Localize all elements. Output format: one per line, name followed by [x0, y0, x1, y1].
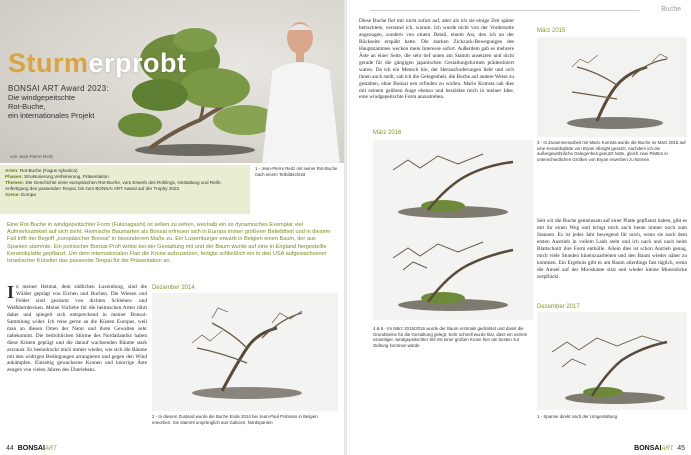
caption-maerz-2015: 3 - In Zusammenarbeit mit Mario Komsta wurde die Buche im März 2015 auf eine Keramikplatte von Bryan Albright gesetzt, nachdem ich die außergewöhnliche Gelegenheit genutzt hatte, gleich zwei Platten in unterschiedlichen Größen von Bryan erwerben zu können — [537, 140, 686, 162]
photo-december-2017 — [537, 312, 687, 410]
body-text-right-top: Diese Buche fiel mir nicht sofort auf, aber als ich sie einige Zeit später betrachtete, verstand ich, warum. Ich wurde nicht von der Vorderseite angezogen, sondern von einem Detail, einem Ast, den ich an der Rückseite erspäht hatte. Die starken Zickzack-Bewegungen des Hauptstammes wecken mein Interesse sofort. Außerdem gab es mehrere Äste an einer Seite, die sehr tief unten am Stamm ansetzten und nicht gerade für die gängigen japanischen Gestaltungsformen prädestiniert waren. Da ich ein Mensch bin, der Herausforderungen liebt und sich ihnen auch stellt, sah ich die Gelegenheit, die Buche auf andere Weise zu gestalten, ohne Bonsai neu erfinden zu wollen. Mario Komsta sah dies mit seinem geübten Auge ebenso und bestärkte mich in meiner Idee, eine windgepeitschte Form anzustreben. — [359, 18, 514, 101]
photo-maerz-2016 — [373, 140, 533, 320]
author-byline: von Jean-Pierre Reitz — [10, 154, 54, 159]
label-maerz-2016: März 2016 — [373, 130, 402, 136]
photo-maerz-2015 — [537, 37, 687, 137]
label-december-2014: Dezember 2014 — [152, 285, 195, 291]
caption-maerz-2016: 4 & 5 - Im März 2015/2016 wurde der Baum erstmals gedrahtet und damit die Grundsteine für die Gestaltung gelegt. Sehr schnell wurde klar, dass ein extrem einseitiger, windgepeitschter Stil mit einer großen Krone hier am besten zur Geltung kommen würde — [373, 326, 528, 348]
info-box: Arten: Rot-Buche (Fagus sylvatica) Phasen: Strukturierung,Verfeinerung, Präsentation Themen: Die Geschichte einer europäischen Rot-Buche, vom Erwerb des Rohlings, Gestaltung und Reife, Anfertigung des passenden Tenpai, bis zum BONSAI ART Award auf der Trophy 2023 Szene: Europa — [0, 165, 250, 214]
left-page — [0, 0, 345, 455]
section-rule — [370, 10, 639, 11]
body-text-left: In meiner Heimat, dem südlichen Luxemburg, sind die Wälder geprägt von Eichen und Buchen. Die Wiesen und Felder sind gesäumt von dichten Schlehen- und Weißdornhecken. Meine Vorliebe für die heimischen Arten rührt daher und spiegelt sich entsprechend in meiner Bonsai-Sammlung wider. Ich reise gerne an die Küsten Europas, weil man an diesen Orten der Natur und ihren Gewalten sehr nahekommt. Die bedrohlichen Stürme des Nordatlantiks haben diese Küsten geprägt und die darauf wachsenden Bäume stark zerzaust. Es beeindruckt mich immer wieder, wie sich die Bäume mit den widrigen Bedingungen arrangieren und gegen den Wind ankämpfen. Einseitig gewachsene Kronen und knorrige Äste zeugen von vielen Jahren des Überlebens. — [7, 282, 147, 374]
caption-december-2014: 2 - In diesem Zustand wurde die Buche Ende 2014 bei Jean-Paul Polmans in Belgien erworben. Sie stammt ursprünglich aus Galicien, Nordspanien — [152, 414, 318, 425]
label-maerz-2015: März 2015 — [537, 28, 566, 34]
footer-right: BONSAIART 45 — [634, 445, 685, 452]
photo-december-2014 — [152, 293, 338, 411]
intro-paragraph: Eine Rot-Buche in windgepeitschter Form (Fukinagashi) ist selten zu sehen, weshalb ein so dynamisches Exemplar viel Aufmerksamkeit auf sich zieht. Heimische Baumarten als Bonsai erfreuen sich in Europa immer größerer Beliebtheit und in diesem Fall trifft der Begriff „europäischer Bonsai“ in besonderem Maße zu. Ein Luxemburger erwarb in Belgien einen Baum, der aus Spanien stammte. Ein polnischer Bonsai-Profi wirkte bei der Gestaltung mit und der Baum wurde auf eine in England hergestellte Keramikplatte gepflanzt. Um dem internationalen Flair die Krone aufzusetzen, fertigte schließlich ein in den USA aufgewachsener israelischer Künstler das passende Tenpai für die Präsentation an. — [7, 222, 331, 265]
caption-spanne: 1 - Spanne direkt nach der Umgestaltung — [537, 414, 618, 419]
article-title: Sturmerprobt — [8, 48, 187, 78]
footer-left: 44 BONSAIART — [6, 445, 57, 452]
hero-illustration — [0, 0, 345, 163]
label-december-2017: Dezember 2017 — [537, 304, 580, 310]
body-text-right-bottom: Seit wir die Buche gemeinsam auf einer Platte gepflanzt haben, gibt es mit ihr einen Weg und bringt mich auch heute immer noch zum Staunen. Es ist jedes Jahr bewegend für mich, wenn sie nach dem ersten Austrieb in vollem Laub steht und ich nach und nach beim Blattschnitt ihre Form enthülle. Allein dies ist schon Antrieb genug, mich viele Stunden hineinzuarbeiten und den Baum wieder näher zu kommen. Ein Ergebnis gibt es am Baum allerdings fast täglich, wenn die Amsel auf der Mooskante sitzt und wieder kleine Moosstücke zerpflückt. — [537, 218, 687, 280]
article-subtitle: BONSAI ART Award 2023: Die windgepeitschte Rot-Buche, ein internationales Projekt — [8, 84, 109, 120]
hero-banner — [0, 0, 345, 163]
drop-cap: I — [7, 282, 15, 302]
section-tag: Buche — [661, 6, 681, 13]
author-photo-caption: 1 - Jean-Pierre Reitz mit seiner Rot-Buche nach einem Teilbildschnitt — [255, 166, 338, 177]
